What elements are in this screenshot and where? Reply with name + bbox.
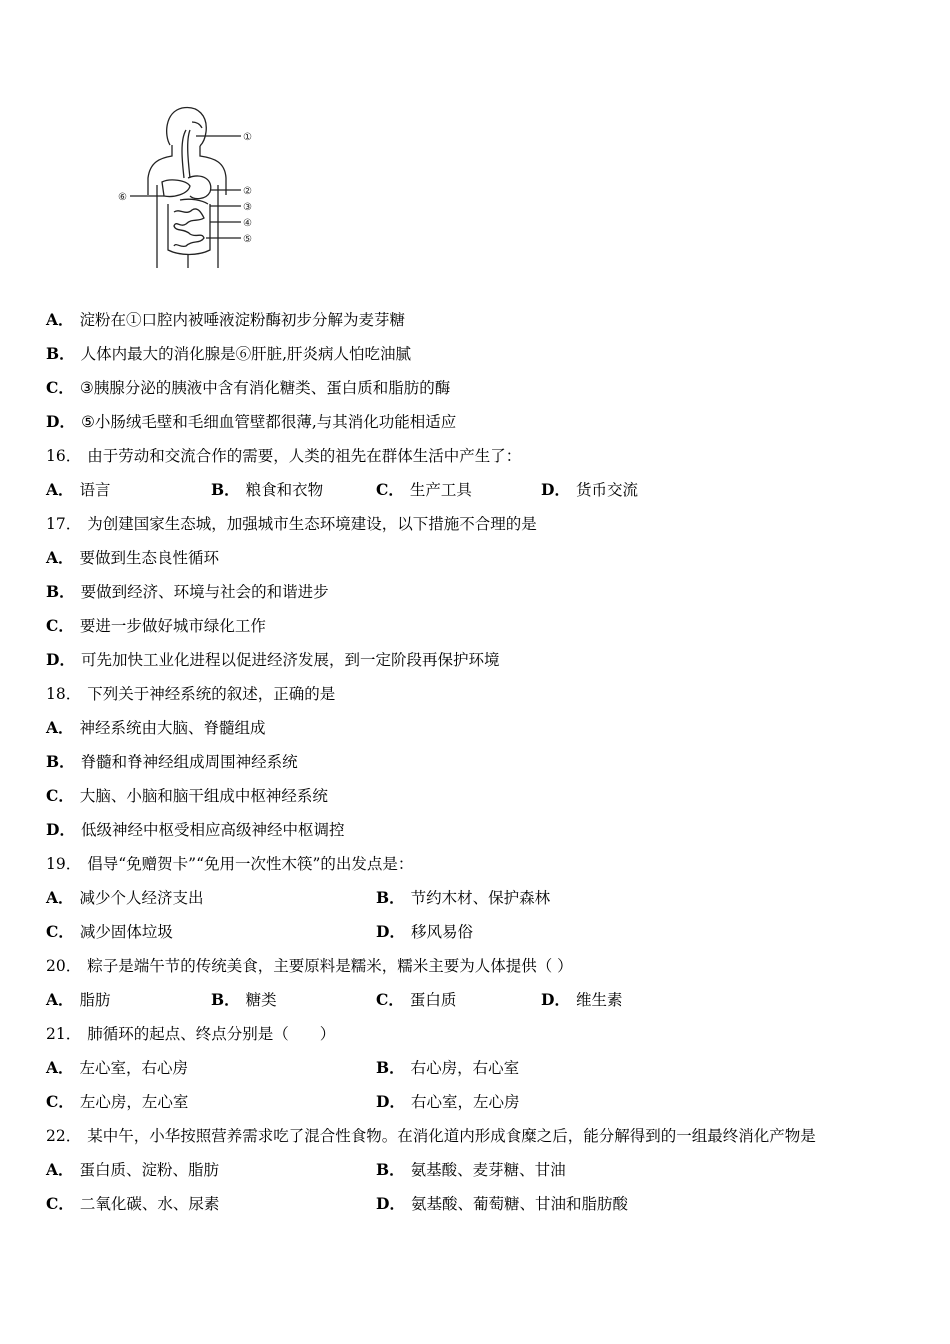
option-label: A． — [46, 888, 74, 907]
q22-options-row-2 — [46, 1194, 926, 1214]
q19-option-d — [376, 922, 473, 942]
question-number: 21． — [46, 1025, 82, 1043]
q18-option-c — [46, 786, 328, 806]
digestive-system-diagram — [110, 100, 280, 275]
option-text: 氨基酸、麦芽糖、甘油 — [410, 1161, 566, 1179]
option-text: 蛋白质 — [409, 991, 457, 1009]
option-label: B． — [46, 344, 75, 363]
q20-option-d — [541, 990, 622, 1010]
q20-options — [46, 990, 926, 1010]
option-text: 生产工具 — [409, 481, 472, 499]
label-6: ⑥ — [118, 192, 127, 203]
question-20 — [46, 956, 573, 976]
q19-option-b — [376, 888, 550, 908]
option-label: C． — [46, 1092, 74, 1111]
option-text: 神经系统由大脑、脊髓组成 — [79, 719, 266, 737]
option-text: 右心室，左心房 — [410, 1093, 520, 1111]
option-label: B． — [376, 888, 405, 907]
q21-option-a — [46, 1058, 188, 1078]
option-label: B． — [376, 1160, 405, 1179]
question-22 — [46, 1126, 816, 1146]
option-text: 左心室，右心房 — [79, 1059, 189, 1077]
option-label: C． — [376, 990, 404, 1009]
option-text: 要做到经济、环境与社会的和谐进步 — [80, 583, 329, 601]
question-text: 由于劳动和交流合作的需要，人类的祖先在群体生活中产生了： — [87, 447, 522, 465]
option-text: 要做到生态良性循环 — [79, 549, 220, 567]
question-number: 20． — [46, 957, 82, 975]
q19-option-c — [46, 922, 173, 942]
q16-option-d — [541, 480, 638, 500]
option-label: A． — [46, 718, 74, 737]
q20-option-c — [376, 990, 456, 1010]
question-17 — [46, 514, 537, 534]
option-text: 氨基酸、葡萄糖、甘油和脂肪酸 — [410, 1195, 628, 1213]
option-text: 可先加快工业化进程以促进经济发展，到一定阶段再保护环境 — [80, 651, 500, 669]
option-label: C． — [46, 786, 74, 805]
option-label: B． — [376, 1058, 405, 1077]
option-text: 移风易俗 — [410, 923, 473, 941]
q16-option-b — [211, 480, 323, 500]
option-text: ⑤小肠绒毛壁和毛细血管壁都很薄,与其消化功能相适应 — [80, 413, 457, 431]
option-text: 人体内最大的消化腺是⑥肝脏,肝炎病人怕吃油腻 — [80, 345, 412, 363]
option-label: B． — [211, 480, 240, 499]
option-label: A． — [46, 990, 74, 1009]
option-text: 节约木材、保护森林 — [410, 889, 551, 907]
option-label: A． — [46, 548, 74, 567]
option-label: C． — [46, 1194, 74, 1213]
q21-option-d — [376, 1092, 519, 1112]
question-number: 18． — [46, 685, 82, 703]
option-text: 糖类 — [245, 991, 277, 1009]
option-text: 脊髓和脊神经组成周围神经系统 — [80, 753, 298, 771]
question-text: 为创建国家生态城，加强城市生态环境建设，以下措施不合理的是 — [87, 515, 537, 533]
option-label: C． — [46, 922, 74, 941]
option-label: A． — [46, 480, 74, 499]
q18-option-b — [46, 752, 298, 772]
option-text: 二氧化碳、水、尿素 — [79, 1195, 220, 1213]
question-number: 17． — [46, 515, 82, 533]
q22-option-b — [376, 1160, 566, 1180]
q22-option-a — [46, 1160, 219, 1180]
q20-option-a — [46, 990, 111, 1010]
option-label: D． — [541, 480, 570, 499]
option-text: 脂肪 — [79, 991, 111, 1009]
label-2: ② — [243, 186, 252, 197]
option-text: 货币交流 — [575, 481, 638, 499]
q16-options — [46, 480, 926, 500]
option-text: 要进一步做好城市绿化工作 — [79, 617, 266, 635]
option-label: C． — [46, 378, 74, 397]
q17-option-d — [46, 650, 499, 670]
option-label: D． — [376, 1194, 405, 1213]
question-text: 某中午，小华按照营养需求吃了混合性食物。在消化道内形成食糜之后，能分解得到的一组最终消化产物是 — [87, 1127, 816, 1145]
option-label: D． — [46, 820, 75, 839]
question-18 — [46, 684, 335, 704]
option-text: 语言 — [79, 481, 111, 499]
option-label: A． — [46, 310, 74, 329]
q22-options-row-1 — [46, 1160, 926, 1180]
question-21 — [46, 1024, 335, 1044]
q19-options-row-1 — [46, 888, 926, 908]
question-number: 16． — [46, 447, 82, 465]
option-label: B． — [211, 990, 240, 1009]
option-text: 蛋白质、淀粉、脂肪 — [79, 1161, 220, 1179]
option-label: D． — [376, 1092, 405, 1111]
digestive-system-figure — [110, 100, 280, 275]
option-text: 左心房，左心室 — [79, 1093, 189, 1111]
question-19 — [46, 854, 413, 874]
label-4: ④ — [243, 218, 252, 229]
option-label: C． — [376, 480, 404, 499]
option-text: 淀粉在①口腔内被唾液淀粉酶初步分解为麦芽糖 — [79, 311, 406, 329]
q18-option-a — [46, 718, 266, 738]
option-text: 大脑、小脑和脑干组成中枢神经系统 — [79, 787, 328, 805]
q15-option-a — [46, 310, 405, 330]
q21-options-row-2 — [46, 1092, 926, 1112]
label-1: ① — [243, 132, 252, 143]
q22-option-d — [376, 1194, 628, 1214]
option-label: B． — [46, 582, 75, 601]
question-number: 22． — [46, 1127, 82, 1145]
q21-options-row-1 — [46, 1058, 926, 1078]
option-text: 粮食和衣物 — [245, 481, 324, 499]
option-label: A． — [46, 1058, 74, 1077]
q21-option-c — [46, 1092, 188, 1112]
option-label: C． — [46, 616, 74, 635]
option-label: D． — [46, 650, 75, 669]
option-label: B． — [46, 752, 75, 771]
q17-option-a — [46, 548, 219, 568]
option-text: ③胰腺分泌的胰液中含有消化糖类、蛋白质和脂肪的酶 — [79, 379, 451, 397]
question-text: 粽子是端午节的传统美食，主要原料是糯米，糯米主要为人体提供（ ） — [87, 957, 573, 975]
question-16 — [46, 446, 521, 466]
option-text: 低级神经中枢受相应高级神经中枢调控 — [80, 821, 345, 839]
q15-option-b — [46, 344, 411, 364]
q21-option-b — [376, 1058, 519, 1078]
q18-option-d — [46, 820, 344, 840]
question-text: 肺循环的起点、终点分别是（ ） — [87, 1025, 336, 1043]
option-text: 维生素 — [575, 991, 623, 1009]
question-text: 倡导“免赠贺卡”“免用一次性木筷”的出发点是： — [87, 855, 414, 873]
q17-option-c — [46, 616, 266, 636]
q20-option-b — [211, 990, 277, 1010]
option-text: 减少固体垃圾 — [79, 923, 173, 941]
q19-options-row-2 — [46, 922, 926, 942]
option-label: D． — [376, 922, 405, 941]
question-text: 下列关于神经系统的叙述，正确的是 — [87, 685, 336, 703]
q16-option-a — [46, 480, 111, 500]
option-label: A． — [46, 1160, 74, 1179]
q22-option-c — [46, 1194, 219, 1214]
option-label: D． — [541, 990, 570, 1009]
label-5: ⑤ — [243, 234, 252, 245]
question-number: 19． — [46, 855, 82, 873]
q15-option-c — [46, 378, 450, 398]
q19-option-a — [46, 888, 204, 908]
q16-option-c — [376, 480, 472, 500]
q17-option-b — [46, 582, 329, 602]
option-text: 减少个人经济支出 — [79, 889, 204, 907]
option-text: 右心房，右心室 — [410, 1059, 520, 1077]
q15-option-d — [46, 412, 456, 432]
label-3: ③ — [243, 202, 252, 213]
option-label: D． — [46, 412, 75, 431]
